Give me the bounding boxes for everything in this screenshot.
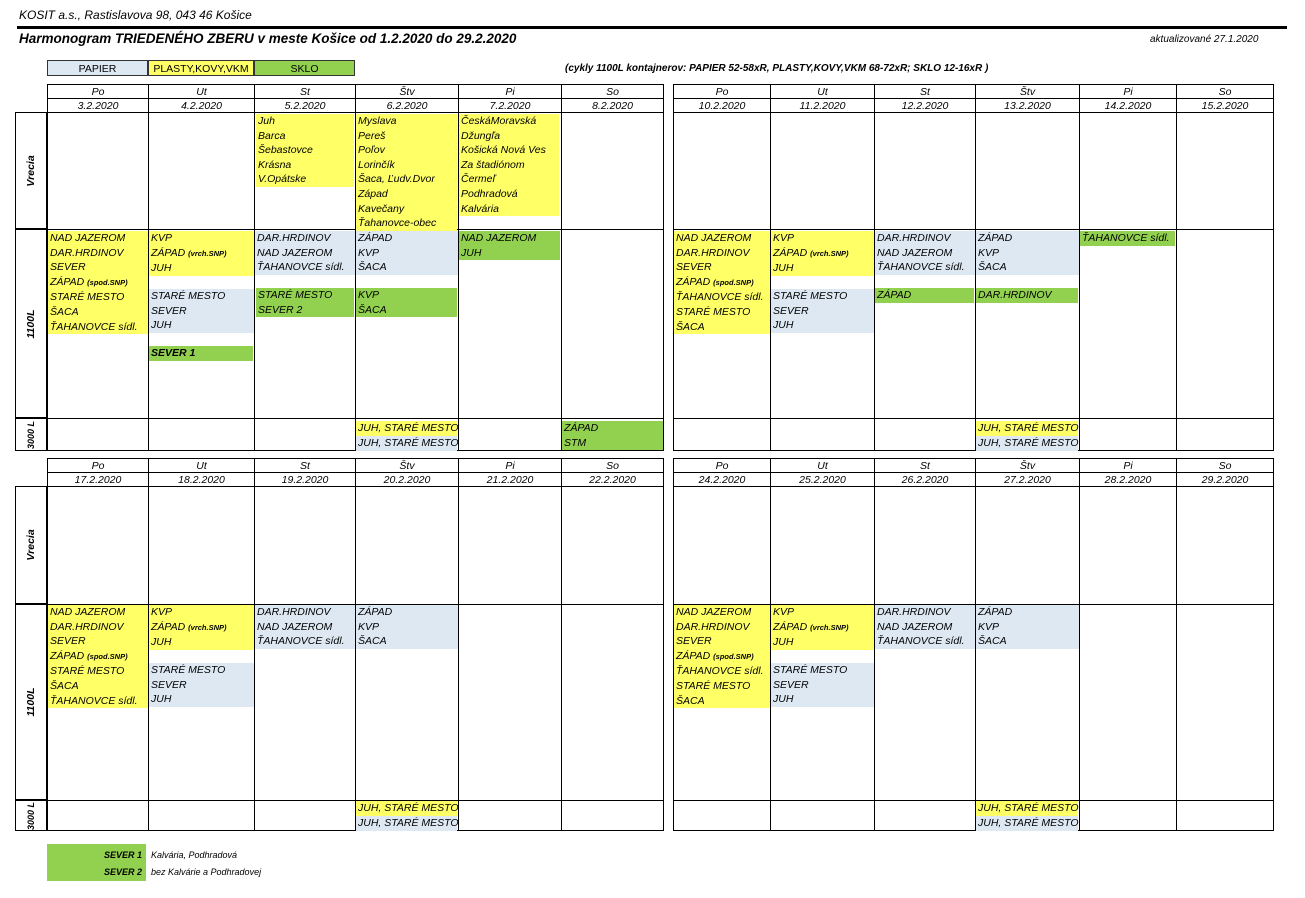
day-header: Pi bbox=[458, 84, 561, 99]
row-label bbox=[15, 112, 47, 229]
list-item: JUH, STARÉ MESTO bbox=[978, 817, 1079, 829]
date-header: 17.2.2020 bbox=[47, 472, 148, 487]
date-header: 24.2.2020 bbox=[673, 472, 770, 487]
list-item: ŠACA bbox=[978, 261, 1007, 274]
list-text: ZÁPAD bbox=[151, 246, 186, 259]
date-header: 21.2.2020 bbox=[458, 472, 561, 487]
list-item: ŤAHANOVCE sídl. bbox=[877, 635, 965, 648]
table-cell bbox=[1176, 229, 1274, 418]
table-cell bbox=[1176, 112, 1274, 229]
legend-sever2-label: SEVER 2 bbox=[104, 867, 143, 877]
list-item: Krásna bbox=[258, 158, 292, 171]
day-header: Ut bbox=[148, 458, 254, 473]
list-item: ŤAHANOVCE sídl. bbox=[257, 261, 345, 274]
list-item: JUH bbox=[773, 319, 794, 332]
list-item: SEVER bbox=[151, 678, 187, 691]
table-cell bbox=[1176, 418, 1274, 451]
row-label bbox=[15, 418, 47, 451]
ut-plasty bbox=[149, 605, 254, 650]
list-item bbox=[674, 275, 770, 291]
list-item: SEVER bbox=[676, 261, 712, 274]
list-item: NAD JAZEROM bbox=[257, 246, 333, 259]
date-header: 7.2.2020 bbox=[458, 98, 561, 113]
list-item: ŠACA bbox=[358, 635, 387, 648]
list-item: ŤAHANOVCE sídl. bbox=[877, 261, 965, 274]
l3000-plasty bbox=[356, 801, 457, 816]
stv-papier bbox=[356, 231, 458, 275]
row-label bbox=[15, 604, 47, 800]
list-item: SEVER bbox=[676, 635, 712, 648]
pi-sklo bbox=[1080, 231, 1175, 246]
table-cell bbox=[561, 800, 664, 831]
list-item: STARÉ MESTO bbox=[151, 664, 226, 676]
list-item: JUH, STARÉ MESTO bbox=[978, 802, 1079, 814]
po-plasty bbox=[48, 231, 148, 334]
cycles-note: (cykly 1100L kontajnerov: PAPIER 52-58xR, PLASTY,KOVY,VKM 68-72xR; SKLO 12-16xR ) bbox=[565, 63, 989, 74]
list-item: KVP bbox=[358, 620, 380, 633]
table-cell bbox=[561, 229, 664, 418]
list-item: STARÉ MESTO bbox=[676, 305, 751, 318]
st-papier bbox=[875, 231, 975, 275]
legend-sever2-desc: bez Kalvárie a Podhradovej bbox=[151, 867, 262, 877]
table-cell bbox=[458, 800, 561, 831]
list-item: SEVER bbox=[773, 678, 809, 691]
table-cell bbox=[47, 486, 148, 604]
list-item: ŠACA bbox=[676, 320, 705, 333]
table-cell bbox=[1079, 112, 1176, 229]
list-text: ZÁPAD bbox=[773, 246, 808, 259]
day-header: Po bbox=[673, 458, 770, 473]
list-text: ZÁPAD bbox=[676, 275, 711, 288]
legend-plasty: PLASTY,KOVY,VKM bbox=[148, 60, 254, 76]
l3000-papier bbox=[356, 436, 457, 451]
list-item: DAR.HRDINOV bbox=[50, 246, 124, 259]
list-item: DAR.HRDINOV bbox=[257, 232, 331, 244]
po-plasty bbox=[48, 605, 148, 708]
list-item: SEVER bbox=[151, 304, 187, 317]
list-item: SEVER bbox=[773, 304, 809, 317]
list-item: JUH bbox=[151, 636, 172, 649]
header-rule bbox=[17, 26, 1287, 29]
list-text: ZÁPAD bbox=[676, 649, 711, 662]
table-cell bbox=[770, 112, 874, 229]
table-cell bbox=[975, 112, 1079, 229]
list-item: ŤAHANOVCE sídl. bbox=[676, 665, 764, 678]
list-item: Šaca, Ľudv.Dvor bbox=[358, 173, 435, 186]
list-text: ZÁPAD bbox=[50, 275, 85, 288]
list-item: Lorinčík bbox=[358, 158, 395, 171]
table-cell bbox=[148, 800, 254, 831]
table-cell bbox=[874, 800, 975, 831]
day-header: Štv bbox=[975, 84, 1079, 99]
list-item: JUH, STARÉ MESTO bbox=[358, 437, 459, 449]
table-cell bbox=[561, 486, 664, 604]
snp-note: (vrch.SNP) bbox=[188, 622, 227, 632]
ut-papier bbox=[149, 289, 254, 333]
list-item: ŤAHANOVCE sídl. bbox=[257, 635, 345, 648]
vrecia-list bbox=[356, 114, 457, 231]
list-item: ZÁPAD bbox=[978, 606, 1013, 618]
snp-note: (spod.SNP) bbox=[87, 277, 128, 287]
row-label-text: Vrecia bbox=[25, 529, 37, 561]
list-item: ŠACA bbox=[676, 694, 705, 707]
list-item: Kavečany bbox=[358, 202, 405, 215]
list-item: NAD JAZEROM bbox=[461, 232, 537, 244]
ut-papier bbox=[771, 663, 874, 707]
table-cell bbox=[673, 418, 770, 451]
list-item: DAR.HRDINOV bbox=[50, 620, 124, 633]
po-plasty bbox=[674, 231, 770, 334]
po-plasty bbox=[674, 605, 770, 708]
day-header: St bbox=[874, 84, 975, 99]
table-cell bbox=[148, 418, 254, 451]
list-item: ZÁPAD bbox=[877, 289, 912, 301]
list-item: STARÉ MESTO bbox=[676, 679, 751, 692]
list-text: ZÁPAD bbox=[151, 620, 186, 633]
list-item: STARÉ MESTO bbox=[773, 290, 848, 302]
table-cell bbox=[975, 486, 1079, 604]
stv-sklo bbox=[976, 288, 1078, 303]
list-item: JUH, STARÉ MESTO bbox=[358, 802, 459, 814]
day-header: Ut bbox=[770, 458, 874, 473]
list-item: NAD JAZEROM bbox=[877, 620, 953, 633]
date-header: 14.2.2020 bbox=[1079, 98, 1176, 113]
date-header: 5.2.2020 bbox=[254, 98, 355, 113]
legend-sklo: SKLO bbox=[254, 60, 355, 76]
ut-sklo bbox=[149, 346, 253, 361]
legend-papier: PAPIER bbox=[47, 60, 148, 76]
list-item: ŠACA bbox=[358, 303, 387, 316]
list-item: ŤAHANOVCE sídl. bbox=[1082, 232, 1170, 244]
table-cell bbox=[355, 486, 458, 604]
date-header: 3.2.2020 bbox=[47, 98, 148, 113]
list-item: JUH bbox=[151, 319, 172, 332]
list-item: ŠACA bbox=[50, 305, 79, 318]
list-item: STARÉ MESTO bbox=[50, 665, 125, 678]
page-title: Harmonogram TRIEDENÉHO ZBERU v meste Košice od 1.2.2020 do 29.2.2020 bbox=[19, 31, 517, 46]
vrecia-list bbox=[459, 114, 559, 216]
list-item: KVP bbox=[151, 606, 173, 618]
table-cell bbox=[673, 486, 770, 604]
table-cell bbox=[148, 112, 254, 229]
table-cell bbox=[561, 604, 664, 800]
table-cell bbox=[1079, 486, 1176, 604]
date-header: 25.2.2020 bbox=[770, 472, 874, 487]
list-item: ZÁPAD bbox=[564, 422, 599, 434]
list-item: Čermeľ bbox=[461, 173, 496, 186]
list-item: ČeskáMoravská bbox=[461, 115, 537, 127]
row-label-text: 1100L bbox=[25, 309, 37, 338]
list-item: Podhradová bbox=[461, 187, 518, 200]
day-header: So bbox=[561, 458, 664, 473]
list-item: STARÉ MESTO bbox=[258, 289, 333, 301]
list-item: STM bbox=[564, 436, 587, 449]
table-cell bbox=[1176, 604, 1274, 800]
date-header: 6.2.2020 bbox=[355, 98, 458, 113]
list-item: Kalvária bbox=[461, 202, 499, 215]
day-header: St bbox=[874, 458, 975, 473]
day-header: Pi bbox=[1079, 458, 1176, 473]
vrecia-list bbox=[256, 114, 354, 187]
row-label bbox=[15, 229, 47, 418]
row-label-text: 3000 L bbox=[26, 801, 36, 830]
list-item: ŠACA bbox=[358, 261, 387, 274]
list-item: KVP bbox=[978, 620, 1000, 633]
day-header: Po bbox=[47, 84, 148, 99]
list-item: DAR.HRDINOV bbox=[676, 620, 750, 633]
l3000-sklo bbox=[562, 421, 663, 450]
table-cell bbox=[1079, 800, 1176, 831]
list-item: ŤAHANOVCE sídl. bbox=[50, 694, 138, 707]
snp-note: (spod.SNP) bbox=[713, 651, 754, 661]
list-item: JUH, STARÉ MESTO bbox=[358, 422, 459, 434]
list-item: KVP bbox=[773, 232, 795, 244]
day-header: So bbox=[1176, 458, 1274, 473]
ut-plasty bbox=[771, 231, 874, 276]
list-item: ZÁPAD bbox=[358, 232, 393, 244]
table-cell bbox=[148, 486, 254, 604]
list-text: ZÁPAD bbox=[773, 620, 808, 633]
table-cell bbox=[458, 486, 561, 604]
date-header: 12.2.2020 bbox=[874, 98, 975, 113]
list-item bbox=[48, 275, 148, 291]
stv-papier bbox=[976, 605, 1079, 649]
ut-plasty bbox=[149, 231, 254, 276]
table-cell bbox=[1079, 418, 1176, 451]
list-item: Košická Nová Ves bbox=[461, 144, 546, 157]
date-header: 18.2.2020 bbox=[148, 472, 254, 487]
table-cell bbox=[770, 418, 874, 451]
table-cell bbox=[673, 800, 770, 831]
list-item bbox=[771, 620, 874, 636]
day-header: Pi bbox=[1079, 84, 1176, 99]
list-item: DAR.HRDINOV bbox=[877, 232, 951, 244]
table-cell bbox=[47, 418, 148, 451]
list-item: JUH bbox=[461, 246, 482, 259]
company-name: KOSIT a.s., Rastislavova 98, 043 46 Košice bbox=[19, 8, 252, 22]
table-cell bbox=[874, 112, 975, 229]
list-item bbox=[771, 246, 874, 262]
legend-sever1-desc: Kalvária, Podhradová bbox=[151, 850, 238, 860]
day-header: Po bbox=[47, 458, 148, 473]
table-cell bbox=[874, 418, 975, 451]
l3000-plasty bbox=[976, 421, 1078, 436]
date-header: 8.2.2020 bbox=[561, 98, 664, 113]
day-header: So bbox=[1176, 84, 1274, 99]
snp-note: (vrch.SNP) bbox=[188, 248, 227, 258]
list-item: STARÉ MESTO bbox=[50, 291, 125, 304]
table-cell bbox=[673, 112, 770, 229]
list-item: STARÉ MESTO bbox=[773, 664, 848, 676]
list-text: ZÁPAD bbox=[50, 649, 85, 662]
row-label bbox=[15, 800, 47, 831]
list-item bbox=[674, 649, 770, 665]
date-header: 27.2.2020 bbox=[975, 472, 1079, 487]
list-item: ZÁPAD bbox=[358, 606, 393, 618]
date-header: 11.2.2020 bbox=[770, 98, 874, 113]
row-label-text: Vrecia bbox=[25, 154, 37, 187]
day-header: St bbox=[254, 84, 355, 99]
snp-note: (spod.SNP) bbox=[713, 277, 754, 287]
date-header: 13.2.2020 bbox=[975, 98, 1079, 113]
list-item: ŤAHANOVCE sídl. bbox=[50, 320, 138, 333]
list-item: SEVER 1 bbox=[151, 347, 196, 359]
snp-note: (vrch.SNP) bbox=[810, 622, 849, 632]
day-header: Ut bbox=[770, 84, 874, 99]
list-item: SEVER bbox=[50, 635, 86, 648]
list-item: STARÉ MESTO bbox=[151, 290, 226, 302]
date-header: 20.2.2020 bbox=[355, 472, 458, 487]
table-cell bbox=[874, 486, 975, 604]
date-header: 26.2.2020 bbox=[874, 472, 975, 487]
list-item: SEVER 2 bbox=[258, 303, 303, 316]
row-label-text: 3000 L bbox=[26, 420, 36, 449]
updated-date: aktualizované 27.1.2020 bbox=[1150, 34, 1259, 45]
list-item: Za štadiónom bbox=[461, 158, 525, 171]
list-item: KVP bbox=[151, 232, 173, 244]
l3000-plasty bbox=[356, 421, 457, 436]
day-header: Štv bbox=[355, 458, 458, 473]
table-cell bbox=[254, 486, 355, 604]
table-cell bbox=[458, 604, 561, 800]
st-sklo bbox=[256, 288, 354, 317]
list-item: DAR.HRDINOV bbox=[877, 606, 951, 618]
day-header: Pi bbox=[458, 458, 561, 473]
list-item: JUH bbox=[773, 636, 794, 649]
list-item bbox=[48, 649, 148, 665]
list-item: ŠACA bbox=[978, 635, 1007, 648]
list-item: DAR.HRDINOV bbox=[676, 246, 750, 259]
day-header: So bbox=[561, 84, 664, 99]
list-item: V.Opátske bbox=[258, 173, 307, 186]
list-item: Ťahanovce-obec bbox=[358, 217, 437, 230]
date-header: 19.2.2020 bbox=[254, 472, 355, 487]
st-papier bbox=[875, 605, 975, 649]
list-item: NAD JAZEROM bbox=[50, 606, 126, 618]
list-item: SEVER bbox=[50, 261, 86, 274]
snp-note: (spod.SNP) bbox=[87, 651, 128, 661]
date-header: 22.2.2020 bbox=[561, 472, 664, 487]
list-item: ŠACA bbox=[50, 679, 79, 692]
date-header: 28.2.2020 bbox=[1079, 472, 1176, 487]
list-item: ŤAHANOVCE sídl. bbox=[676, 291, 764, 304]
list-item: NAD JAZEROM bbox=[877, 246, 953, 259]
list-item: Džungľa bbox=[461, 129, 501, 142]
ut-papier bbox=[771, 289, 874, 333]
table-cell bbox=[1176, 486, 1274, 604]
list-item: JUH, STARÉ MESTO bbox=[978, 437, 1079, 449]
list-item: JUH bbox=[151, 693, 172, 706]
list-item bbox=[149, 620, 254, 636]
table-cell bbox=[770, 800, 874, 831]
table-cell bbox=[1176, 800, 1274, 831]
list-item: Barca bbox=[258, 129, 286, 142]
table-cell bbox=[458, 418, 561, 451]
l3000-plasty bbox=[976, 801, 1078, 816]
ut-plasty bbox=[771, 605, 874, 650]
stv-papier bbox=[976, 231, 1079, 275]
day-header: Ut bbox=[148, 84, 254, 99]
stv-papier bbox=[356, 605, 458, 649]
day-header: Po bbox=[673, 84, 770, 99]
list-item: Poľov bbox=[358, 144, 385, 157]
list-item: ZÁPAD bbox=[978, 232, 1013, 244]
l3000-papier bbox=[976, 436, 1078, 451]
list-item: KVP bbox=[978, 246, 1000, 259]
list-item: KVP bbox=[773, 606, 795, 618]
ut-papier bbox=[149, 663, 254, 707]
table-cell bbox=[1079, 229, 1176, 418]
row-label bbox=[15, 486, 47, 604]
list-item: DAR.HRDINOV bbox=[978, 289, 1052, 301]
list-item: JUH bbox=[151, 262, 172, 275]
legend-sever1-label: SEVER 1 bbox=[104, 850, 143, 860]
list-item: Myslava bbox=[358, 115, 397, 127]
table-cell bbox=[254, 800, 355, 831]
list-item: Západ bbox=[358, 187, 388, 200]
day-header: Štv bbox=[355, 84, 458, 99]
list-item: DAR.HRDINOV bbox=[257, 606, 331, 618]
list-item bbox=[149, 246, 254, 262]
list-item: Pereš bbox=[358, 129, 386, 142]
table-cell bbox=[47, 112, 148, 229]
l3000-papier bbox=[976, 816, 1078, 831]
stv-sklo bbox=[356, 288, 457, 317]
list-item: JUH bbox=[773, 262, 794, 275]
list-item: JUH, STARÉ MESTO bbox=[358, 817, 459, 829]
table-cell bbox=[770, 486, 874, 604]
table-cell bbox=[47, 800, 148, 831]
list-item: NAD JAZEROM bbox=[676, 606, 752, 618]
date-header: 15.2.2020 bbox=[1176, 98, 1274, 113]
list-item: KVP bbox=[358, 289, 380, 301]
date-header: 10.2.2020 bbox=[673, 98, 770, 113]
date-header: 29.2.2020 bbox=[1176, 472, 1274, 487]
row-label-text: 1100L bbox=[25, 687, 37, 717]
list-item: JUH, STARÉ MESTO bbox=[978, 422, 1079, 434]
day-header: St bbox=[254, 458, 355, 473]
list-item: Juh bbox=[258, 115, 275, 127]
st-papier bbox=[255, 231, 355, 275]
snp-note: (vrch.SNP) bbox=[810, 248, 849, 258]
st-papier bbox=[255, 605, 355, 649]
list-item: JUH bbox=[773, 693, 794, 706]
table-cell bbox=[254, 418, 355, 451]
list-item: KVP bbox=[358, 246, 380, 259]
list-item: NAD JAZEROM bbox=[676, 232, 752, 244]
l3000-papier bbox=[356, 816, 457, 831]
day-header: Štv bbox=[975, 458, 1079, 473]
table-cell bbox=[1079, 604, 1176, 800]
list-item: NAD JAZEROM bbox=[50, 232, 126, 244]
pi-sklo bbox=[459, 231, 560, 260]
list-item: NAD JAZEROM bbox=[257, 620, 333, 633]
list-item: Šebastovce bbox=[258, 144, 313, 157]
st-sklo bbox=[875, 288, 974, 303]
date-header: 4.2.2020 bbox=[148, 98, 254, 113]
table-cell bbox=[561, 112, 664, 229]
